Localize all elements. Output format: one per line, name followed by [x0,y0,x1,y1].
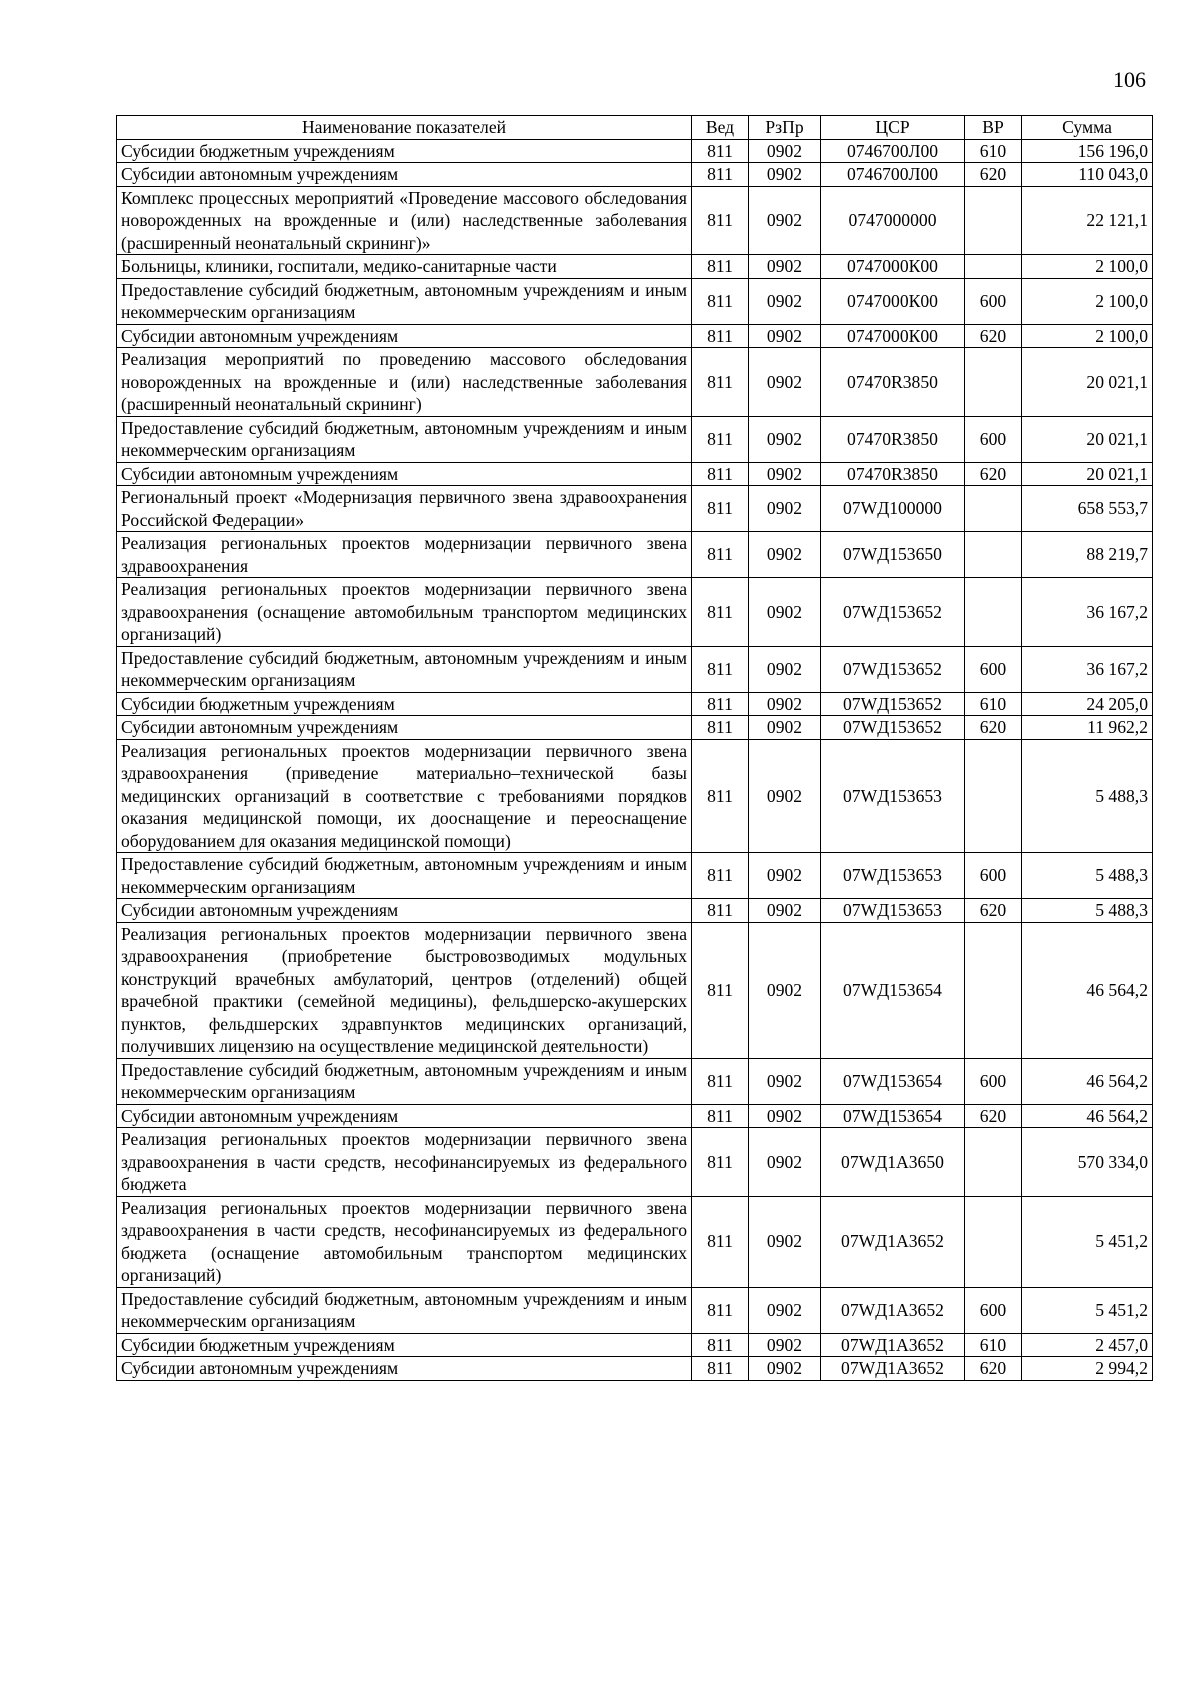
table-row [117,532,1153,578]
cell-rzpr: 0902 [749,532,821,578]
cell-vr: 600 [965,646,1022,692]
cell-ved: 811 [692,1196,749,1287]
cell-ved: 811 [692,278,749,324]
cell-ved: 811 [692,1333,749,1357]
table-row [117,1287,1153,1333]
cell-rzpr: 0902 [749,692,821,716]
cell-name: Предоставление субсидий бюджетным, автономным учреждениям и иным некоммерческим организациям [117,416,692,462]
cell-name: Региональный проект «Модернизация первичного звена здравоохранения Российской Федерации» [117,486,692,532]
cell-sum: 110 043,0 [1022,163,1153,187]
table-row [117,163,1153,187]
cell-ved: 811 [692,1287,749,1333]
header-sum: Сумма [1022,116,1153,140]
cell-csr: 07WД100000 [821,486,965,532]
cell-csr: 0746700Л00 [821,139,965,163]
cell-vr: 620 [965,899,1022,923]
cell-rzpr: 0902 [749,416,821,462]
cell-rzpr: 0902 [749,1196,821,1287]
cell-ved: 811 [692,324,749,348]
cell-sum: 11 962,2 [1022,716,1153,740]
cell-ved: 811 [692,186,749,255]
cell-vr: 620 [965,462,1022,486]
cell-name: Субсидии бюджетным учреждениям [117,139,692,163]
cell-vr: 620 [965,716,1022,740]
cell-vr: 600 [965,278,1022,324]
cell-rzpr: 0902 [749,462,821,486]
header-vr: ВР [965,116,1022,140]
cell-name: Реализация региональных проектов модернизации первичного звена здравоохранения в части средств, несофинансируемых из федерального бюджета [117,1128,692,1197]
cell-ved: 811 [692,532,749,578]
table-row [117,1058,1153,1104]
cell-ved: 811 [692,255,749,279]
cell-sum: 2 100,0 [1022,324,1153,348]
cell-sum: 36 167,2 [1022,578,1153,647]
cell-vr [965,1196,1022,1287]
cell-vr: 600 [965,1058,1022,1104]
cell-rzpr: 0902 [749,486,821,532]
cell-rzpr: 0902 [749,1357,821,1381]
cell-vr [965,922,1022,1058]
cell-sum: 24 205,0 [1022,692,1153,716]
cell-sum: 46 564,2 [1022,922,1153,1058]
cell-sum: 22 121,1 [1022,186,1153,255]
table-row [117,486,1153,532]
cell-vr: 620 [965,1357,1022,1381]
cell-name: Предоставление субсидий бюджетным, автономным учреждениям и иным некоммерческим организациям [117,1287,692,1333]
cell-ved: 811 [692,1357,749,1381]
cell-rzpr: 0902 [749,899,821,923]
cell-ved: 811 [692,899,749,923]
cell-vr [965,255,1022,279]
cell-csr: 07WД1А3652 [821,1333,965,1357]
cell-csr: 07470R3850 [821,462,965,486]
table-row [117,853,1153,899]
cell-rzpr: 0902 [749,853,821,899]
cell-ved: 811 [692,739,749,853]
cell-csr: 07WД153653 [821,853,965,899]
cell-name: Комплекс процессных мероприятий «Проведение массового обследования новорожденных на врожденные и (или) наследственные заболевания (расширенный неонатальный скрининг)» [117,186,692,255]
cell-vr [965,486,1022,532]
cell-ved: 811 [692,1058,749,1104]
cell-vr: 600 [965,1287,1022,1333]
header-csr: ЦСР [821,116,965,140]
cell-ved: 811 [692,578,749,647]
cell-name: Реализация региональных проектов модернизации первичного звена здравоохранения [117,532,692,578]
cell-name: Субсидии автономным учреждениям [117,899,692,923]
table-row [117,1357,1153,1381]
cell-name: Субсидии автономным учреждениям [117,163,692,187]
cell-name: Реализация мероприятий по проведению массового обследования новорожденных на врожденные и (или) наследственные заболевания (расширенный неонатальный скрининг) [117,348,692,417]
table-row [117,278,1153,324]
table-row [117,899,1153,923]
table-row [117,1104,1153,1128]
cell-name: Предоставление субсидий бюджетным, автономным учреждениям и иным некоммерческим организациям [117,853,692,899]
cell-sum: 20 021,1 [1022,462,1153,486]
budget-table [116,115,1153,1381]
cell-name: Реализация региональных проектов модернизации первичного звена здравоохранения (приведение материально–технической базы медицинских организаций в соответствие с требованиями порядков оказания медицинской помощи, их дооснащение и переоснащение оборудованием для оказания медицинской помощи) [117,739,692,853]
cell-vr: 600 [965,416,1022,462]
cell-rzpr: 0902 [749,716,821,740]
cell-rzpr: 0902 [749,578,821,647]
cell-ved: 811 [692,163,749,187]
cell-csr: 0747000К00 [821,255,965,279]
cell-name: Больницы, клиники, госпитали, медико-санитарные части [117,255,692,279]
cell-name: Субсидии автономным учреждениям [117,716,692,740]
cell-sum: 36 167,2 [1022,646,1153,692]
cell-ved: 811 [692,922,749,1058]
cell-ved: 811 [692,646,749,692]
table-row [117,139,1153,163]
cell-csr: 07470R3850 [821,416,965,462]
cell-name: Предоставление субсидий бюджетным, автономным учреждениям и иным некоммерческим организациям [117,646,692,692]
cell-csr: 07WД153654 [821,1058,965,1104]
table-row [117,716,1153,740]
cell-ved: 811 [692,139,749,163]
cell-vr [965,186,1022,255]
cell-sum: 46 564,2 [1022,1104,1153,1128]
header-row [117,116,1153,140]
cell-name: Реализация региональных проектов модернизации первичного звена здравоохранения (оснащение автомобильным транспортом медицинских организаций) [117,578,692,647]
cell-rzpr: 0902 [749,739,821,853]
cell-sum: 88 219,7 [1022,532,1153,578]
cell-vr: 620 [965,1104,1022,1128]
cell-vr: 600 [965,853,1022,899]
cell-csr: 07WД153652 [821,646,965,692]
table-row [117,324,1153,348]
cell-sum: 5 451,2 [1022,1287,1153,1333]
cell-sum: 570 334,0 [1022,1128,1153,1197]
cell-sum: 2 994,2 [1022,1357,1153,1381]
cell-sum: 2 100,0 [1022,255,1153,279]
table-row [117,416,1153,462]
table-row [117,922,1153,1058]
cell-name: Предоставление субсидий бюджетным, автономным учреждениям и иным некоммерческим организациям [117,1058,692,1104]
cell-rzpr: 0902 [749,1333,821,1357]
table-row [117,255,1153,279]
cell-rzpr: 0902 [749,1128,821,1197]
page-number: 106 [1113,67,1146,92]
cell-rzpr: 0902 [749,646,821,692]
table-row [117,1128,1153,1197]
cell-csr: 0747000К00 [821,278,965,324]
cell-rzpr: 0902 [749,186,821,255]
cell-ved: 811 [692,853,749,899]
table-row [117,578,1153,647]
cell-ved: 811 [692,716,749,740]
cell-csr: 07WД1А3652 [821,1196,965,1287]
cell-name: Субсидии автономным учреждениям [117,1104,692,1128]
cell-name: Реализация региональных проектов модернизации первичного звена здравоохранения в части средств, несофинансируемых из федерального бюджета (оснащение автомобильным транспортом медицинских организаций) [117,1196,692,1287]
table-row [117,348,1153,417]
cell-sum: 20 021,1 [1022,348,1153,417]
cell-rzpr: 0902 [749,348,821,417]
cell-vr [965,348,1022,417]
cell-vr: 620 [965,163,1022,187]
cell-sum: 46 564,2 [1022,1058,1153,1104]
cell-name: Субсидии автономным учреждениям [117,324,692,348]
cell-csr: 07WД153654 [821,922,965,1058]
cell-rzpr: 0902 [749,163,821,187]
cell-name: Предоставление субсидий бюджетным, автономным учреждениям и иным некоммерческим организациям [117,278,692,324]
cell-ved: 811 [692,486,749,532]
table-row [117,1333,1153,1357]
cell-csr: 0746700Л00 [821,163,965,187]
cell-sum: 5 488,3 [1022,739,1153,853]
cell-vr [965,1128,1022,1197]
cell-vr [965,739,1022,853]
cell-sum: 5 488,3 [1022,853,1153,899]
cell-sum: 20 021,1 [1022,416,1153,462]
cell-rzpr: 0902 [749,1104,821,1128]
cell-sum: 156 196,0 [1022,139,1153,163]
cell-ved: 811 [692,1104,749,1128]
cell-ved: 811 [692,348,749,417]
cell-rzpr: 0902 [749,139,821,163]
table-row [117,692,1153,716]
cell-csr: 0747000К00 [821,324,965,348]
cell-name: Субсидии автономным учреждениям [117,1357,692,1381]
header-name: Наименование показателей [117,116,692,140]
table-row [117,1196,1153,1287]
cell-csr: 0747000000 [821,186,965,255]
table-header [117,116,1153,140]
table-row [117,739,1153,853]
cell-vr: 620 [965,324,1022,348]
table-row [117,646,1153,692]
cell-csr: 07WД1А3650 [821,1128,965,1197]
cell-csr: 07WД1А3652 [821,1357,965,1381]
cell-vr [965,578,1022,647]
cell-rzpr: 0902 [749,324,821,348]
cell-csr: 07WД153652 [821,578,965,647]
cell-csr: 07WД153652 [821,716,965,740]
cell-ved: 811 [692,1128,749,1197]
cell-csr: 07WД153653 [821,739,965,853]
cell-name: Реализация региональных проектов модернизации первичного звена здравоохранения (приобретение быстровозводимых модульных конструкций врачебных амбулаторий, центров (отделений) общей врачебной практики (семейной медицины), фельдшерско-акушерских пунктов, фельдшерских здравпунктов медицинских организаций, получивших лицензию на осуществление медицинской деятельности) [117,922,692,1058]
cell-name: Субсидии автономным учреждениям [117,462,692,486]
cell-vr [965,532,1022,578]
cell-csr: 07470R3850 [821,348,965,417]
table-row [117,462,1153,486]
header-rzpr: РзПр [749,116,821,140]
cell-vr: 610 [965,1333,1022,1357]
cell-rzpr: 0902 [749,922,821,1058]
table-body [117,139,1153,1380]
cell-csr: 07WД153652 [821,692,965,716]
cell-sum: 2 100,0 [1022,278,1153,324]
cell-sum: 5 451,2 [1022,1196,1153,1287]
cell-rzpr: 0902 [749,1058,821,1104]
cell-csr: 07WД153654 [821,1104,965,1128]
cell-vr: 610 [965,692,1022,716]
cell-sum: 658 553,7 [1022,486,1153,532]
cell-ved: 811 [692,416,749,462]
cell-rzpr: 0902 [749,255,821,279]
cell-ved: 811 [692,692,749,716]
cell-sum: 2 457,0 [1022,1333,1153,1357]
cell-rzpr: 0902 [749,278,821,324]
cell-rzpr: 0902 [749,1287,821,1333]
cell-name: Субсидии бюджетным учреждениям [117,1333,692,1357]
cell-csr: 07WД1А3652 [821,1287,965,1333]
table-row [117,186,1153,255]
cell-csr: 07WД153653 [821,899,965,923]
cell-csr: 07WД153650 [821,532,965,578]
cell-vr: 610 [965,139,1022,163]
cell-sum: 5 488,3 [1022,899,1153,923]
header-ved: Вед [692,116,749,140]
cell-ved: 811 [692,462,749,486]
cell-name: Субсидии бюджетным учреждениям [117,692,692,716]
